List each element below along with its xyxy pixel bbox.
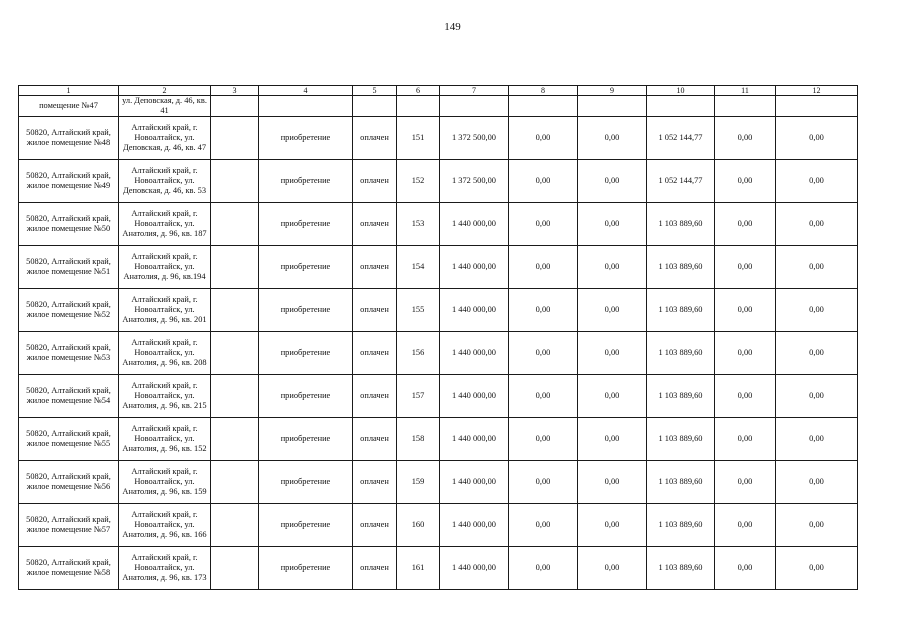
column-header: 5 xyxy=(353,86,397,96)
column-header: 7 xyxy=(440,86,509,96)
registry-table xyxy=(18,85,858,590)
number-cell: 154 xyxy=(397,246,440,289)
value-cell: 1 103 889,60 xyxy=(647,547,715,590)
table-row xyxy=(19,504,858,547)
value-cell: 0,00 xyxy=(715,375,776,418)
action-cell: приобретение xyxy=(259,160,353,203)
page-number: 149 xyxy=(444,21,461,33)
object-name-cell: 50820, Алтайский край, жилое помещение №57 xyxy=(19,504,119,547)
number-cell: 161 xyxy=(397,547,440,590)
value-cell: 0,00 xyxy=(776,203,858,246)
table-cell xyxy=(211,332,259,375)
object-name-cell: 50820, Алтайский край, жилое помещение №55 xyxy=(19,418,119,461)
column-header: 1 xyxy=(19,86,119,96)
table-cell xyxy=(578,96,647,117)
value-cell: 1 103 889,60 xyxy=(647,332,715,375)
value-cell: 0,00 xyxy=(578,160,647,203)
value-cell: 0,00 xyxy=(776,504,858,547)
address-cell: Алтайский край, г. Новоалтайск, ул. Анатолия, д. 96, кв. 208 xyxy=(119,332,211,375)
value-cell: 1 103 889,60 xyxy=(647,246,715,289)
amount-cell: 1 440 000,00 xyxy=(440,289,509,332)
status-cell: оплачен xyxy=(353,418,397,461)
object-name-cell: 50820, Алтайский край, жилое помещение №52 xyxy=(19,289,119,332)
table-cell xyxy=(509,96,578,117)
table-cell xyxy=(776,96,858,117)
value-cell: 0,00 xyxy=(578,375,647,418)
value-cell: 0,00 xyxy=(715,203,776,246)
table-cell xyxy=(259,96,353,117)
value-cell: 0,00 xyxy=(715,504,776,547)
number-cell: 151 xyxy=(397,117,440,160)
value-cell: 0,00 xyxy=(776,160,858,203)
value-cell: 1 103 889,60 xyxy=(647,418,715,461)
action-cell: приобретение xyxy=(259,375,353,418)
status-cell: оплачен xyxy=(353,547,397,590)
value-cell: 0,00 xyxy=(776,547,858,590)
action-cell: приобретение xyxy=(259,246,353,289)
address-cell: Алтайский край, г. Новоалтайск, ул. Анатолия, д. 96, кв. 159 xyxy=(119,461,211,504)
action-cell: приобретение xyxy=(259,289,353,332)
amount-cell: 1 440 000,00 xyxy=(440,461,509,504)
value-cell: 0,00 xyxy=(509,289,578,332)
table-row xyxy=(19,117,858,160)
value-cell: 0,00 xyxy=(776,117,858,160)
value-cell: 1 103 889,60 xyxy=(647,203,715,246)
value-cell: 0,00 xyxy=(578,117,647,160)
table-row xyxy=(19,289,858,332)
table-row xyxy=(19,332,858,375)
action-cell: приобретение xyxy=(259,117,353,160)
table-cell xyxy=(647,96,715,117)
table-cell xyxy=(353,96,397,117)
address-cell: Алтайский край, г. Новоалтайск, ул. Анатолия, д. 96, кв.194 xyxy=(119,246,211,289)
value-cell: 0,00 xyxy=(776,246,858,289)
address-cell: ул. Деповская, д. 46, кв. 41 xyxy=(119,96,211,117)
column-header: 2 xyxy=(119,86,211,96)
number-cell: 157 xyxy=(397,375,440,418)
address-cell: Алтайский край, г. Новоалтайск, ул. Деповская, д. 46, кв. 53 xyxy=(119,160,211,203)
table-cell xyxy=(211,203,259,246)
table-row xyxy=(19,203,858,246)
value-cell: 0,00 xyxy=(578,504,647,547)
number-cell: 159 xyxy=(397,461,440,504)
value-cell: 0,00 xyxy=(578,289,647,332)
table-row xyxy=(19,375,858,418)
column-header: 8 xyxy=(509,86,578,96)
value-cell: 0,00 xyxy=(509,332,578,375)
address-cell: Алтайский край, г. Новоалтайск, ул. Анатолия, д. 96, кв. 201 xyxy=(119,289,211,332)
status-cell: оплачен xyxy=(353,160,397,203)
table-row xyxy=(19,418,858,461)
value-cell: 0,00 xyxy=(509,375,578,418)
table-cell xyxy=(211,375,259,418)
amount-cell: 1 440 000,00 xyxy=(440,504,509,547)
action-cell: приобретение xyxy=(259,504,353,547)
value-cell: 0,00 xyxy=(578,203,647,246)
value-cell: 0,00 xyxy=(509,246,578,289)
value-cell: 1 052 144,77 xyxy=(647,117,715,160)
value-cell: 0,00 xyxy=(578,246,647,289)
table-row xyxy=(19,461,858,504)
number-cell: 155 xyxy=(397,289,440,332)
action-cell: приобретение xyxy=(259,418,353,461)
amount-cell: 1 440 000,00 xyxy=(440,418,509,461)
address-cell: Алтайский край, г. Новоалтайск, ул. Анатолия, д. 96, кв. 187 xyxy=(119,203,211,246)
value-cell: 0,00 xyxy=(776,461,858,504)
address-cell: Алтайский край, г. Новоалтайск, ул. Анатолия, д. 96, кв. 166 xyxy=(119,504,211,547)
table-cell xyxy=(211,289,259,332)
status-cell: оплачен xyxy=(353,504,397,547)
table-row xyxy=(19,246,858,289)
value-cell: 0,00 xyxy=(776,289,858,332)
amount-cell: 1 372 500,00 xyxy=(440,160,509,203)
number-cell: 152 xyxy=(397,160,440,203)
amount-cell: 1 440 000,00 xyxy=(440,332,509,375)
column-header: 12 xyxy=(776,86,858,96)
value-cell: 0,00 xyxy=(715,289,776,332)
object-name-cell: 50820, Алтайский край, жилое помещение №54 xyxy=(19,375,119,418)
object-name-cell: 50820, Алтайский край, жилое помещение №58 xyxy=(19,547,119,590)
value-cell: 0,00 xyxy=(509,461,578,504)
object-name-cell: помещение №47 xyxy=(19,96,119,117)
number-cell: 153 xyxy=(397,203,440,246)
address-cell: Алтайский край, г. Новоалтайск, ул. Анатолия, д. 96, кв. 215 xyxy=(119,375,211,418)
status-cell: оплачен xyxy=(353,203,397,246)
address-cell: Алтайский край, г. Новоалтайск, ул. Деповская, д. 46, кв. 47 xyxy=(119,117,211,160)
status-cell: оплачен xyxy=(353,461,397,504)
value-cell: 0,00 xyxy=(776,375,858,418)
table-cell xyxy=(211,504,259,547)
value-cell: 1 103 889,60 xyxy=(647,461,715,504)
value-cell: 0,00 xyxy=(578,461,647,504)
table-cell xyxy=(211,547,259,590)
object-name-cell: 50820, Алтайский край, жилое помещение №50 xyxy=(19,203,119,246)
number-cell: 156 xyxy=(397,332,440,375)
status-cell: оплачен xyxy=(353,117,397,160)
status-cell: оплачен xyxy=(353,332,397,375)
table-cell xyxy=(397,96,440,117)
number-cell: 158 xyxy=(397,418,440,461)
object-name-cell: 50820, Алтайский край, жилое помещение №48 xyxy=(19,117,119,160)
value-cell: 0,00 xyxy=(776,418,858,461)
value-cell: 0,00 xyxy=(715,418,776,461)
value-cell: 0,00 xyxy=(509,117,578,160)
column-header: 6 xyxy=(397,86,440,96)
amount-cell: 1 440 000,00 xyxy=(440,203,509,246)
column-header: 9 xyxy=(578,86,647,96)
action-cell: приобретение xyxy=(259,461,353,504)
amount-cell: 1 372 500,00 xyxy=(440,117,509,160)
table-cell xyxy=(440,96,509,117)
table-cell xyxy=(211,246,259,289)
number-cell: 160 xyxy=(397,504,440,547)
column-header: 10 xyxy=(647,86,715,96)
table-cell xyxy=(211,461,259,504)
value-cell: 0,00 xyxy=(578,332,647,375)
value-cell: 0,00 xyxy=(715,117,776,160)
value-cell: 0,00 xyxy=(578,418,647,461)
value-cell: 0,00 xyxy=(715,461,776,504)
action-cell: приобретение xyxy=(259,203,353,246)
table-cell xyxy=(211,117,259,160)
value-cell: 0,00 xyxy=(509,203,578,246)
status-cell: оплачен xyxy=(353,246,397,289)
value-cell: 0,00 xyxy=(509,547,578,590)
value-cell: 1 052 144,77 xyxy=(647,160,715,203)
amount-cell: 1 440 000,00 xyxy=(440,547,509,590)
table-cell xyxy=(715,96,776,117)
column-number-header xyxy=(19,86,858,96)
value-cell: 1 103 889,60 xyxy=(647,375,715,418)
value-cell: 0,00 xyxy=(715,246,776,289)
action-cell: приобретение xyxy=(259,332,353,375)
value-cell: 0,00 xyxy=(578,547,647,590)
table-row-continued xyxy=(19,96,858,117)
table-cell xyxy=(211,96,259,117)
value-cell: 0,00 xyxy=(509,504,578,547)
value-cell: 0,00 xyxy=(776,332,858,375)
table-row xyxy=(19,547,858,590)
value-cell: 0,00 xyxy=(509,418,578,461)
object-name-cell: 50820, Алтайский край, жилое помещение №53 xyxy=(19,332,119,375)
value-cell: 0,00 xyxy=(715,547,776,590)
value-cell: 0,00 xyxy=(509,160,578,203)
amount-cell: 1 440 000,00 xyxy=(440,246,509,289)
column-header: 4 xyxy=(259,86,353,96)
column-header: 3 xyxy=(211,86,259,96)
table-row xyxy=(19,160,858,203)
table-cell xyxy=(211,160,259,203)
value-cell: 0,00 xyxy=(715,332,776,375)
value-cell: 1 103 889,60 xyxy=(647,289,715,332)
status-cell: оплачен xyxy=(353,289,397,332)
action-cell: приобретение xyxy=(259,547,353,590)
value-cell: 1 103 889,60 xyxy=(647,504,715,547)
value-cell: 0,00 xyxy=(715,160,776,203)
address-cell: Алтайский край, г. Новоалтайск, ул. Анатолия, д. 96, кв. 173 xyxy=(119,547,211,590)
amount-cell: 1 440 000,00 xyxy=(440,375,509,418)
column-header: 11 xyxy=(715,86,776,96)
object-name-cell: 50820, Алтайский край, жилое помещение №56 xyxy=(19,461,119,504)
table-cell xyxy=(211,418,259,461)
object-name-cell: 50820, Алтайский край, жилое помещение №49 xyxy=(19,160,119,203)
object-name-cell: 50820, Алтайский край, жилое помещение №51 xyxy=(19,246,119,289)
address-cell: Алтайский край, г. Новоалтайск, ул. Анатолия, д. 96, кв. 152 xyxy=(119,418,211,461)
status-cell: оплачен xyxy=(353,375,397,418)
